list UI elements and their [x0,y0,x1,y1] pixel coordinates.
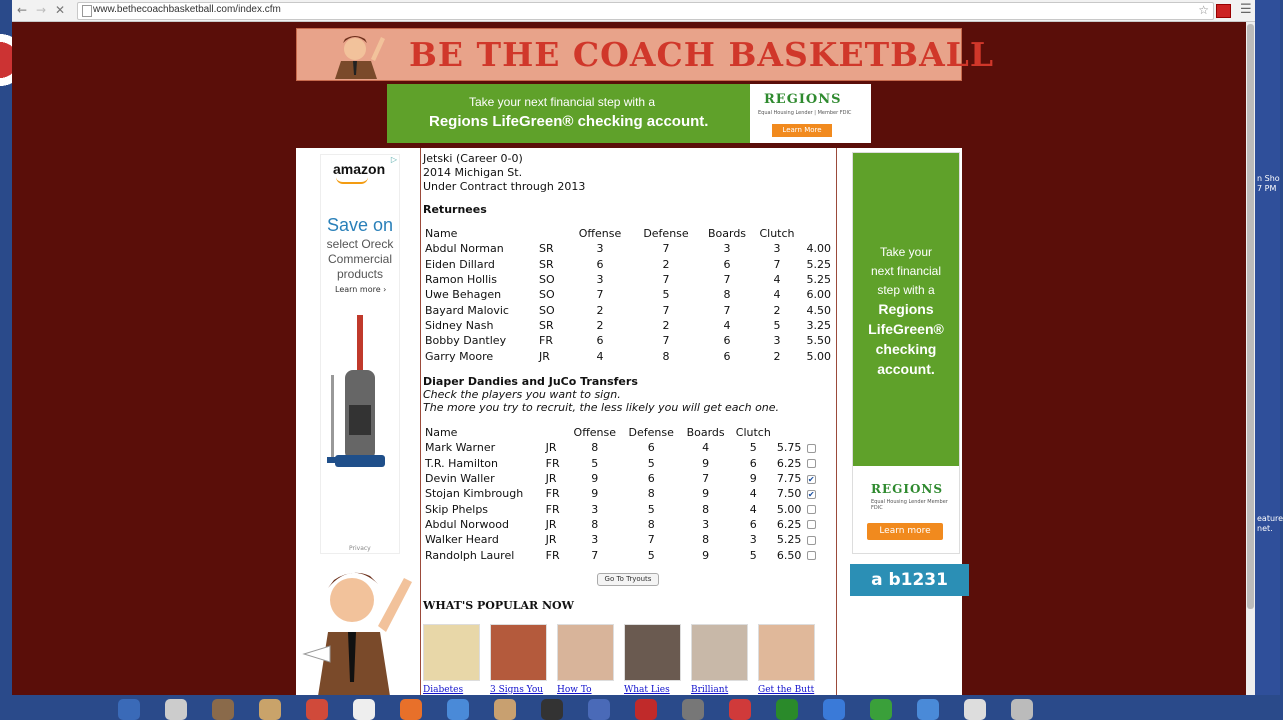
table-cell: 5 [749,441,757,455]
popular-link[interactable]: How To [557,685,592,695]
team-name: 2014 Michigan St. [423,166,523,179]
table-cell: 4.00 [806,242,831,256]
dock-app-icon[interactable] [494,699,516,720]
sign-checkbox[interactable]: ✔ [807,474,815,484]
site-title: BE THE COACH BASKETBALL [409,35,995,74]
recruits-note-2: The more you try to recruit, the less likely you will get each one. [423,401,780,414]
sign-checkbox-cell [803,486,819,501]
popular-link[interactable]: Brilliant [691,685,729,695]
table-cell: 8 [702,502,710,516]
table-row [423,318,833,333]
privacy-link[interactable]: Privacy [349,545,371,552]
dock-app-icon[interactable] [964,699,986,720]
table-cell: 8 [647,517,655,531]
dock-app-icon[interactable] [306,699,328,720]
table-row [423,287,833,302]
ad-learn-more-button[interactable]: Learn More [772,124,832,137]
popular-thumbnail-image[interactable] [423,624,480,681]
recruits-header-row [423,425,819,440]
table-cell: 4 [773,273,781,287]
sign-checkbox[interactable] [807,444,816,453]
amazon-logo: amazon [333,161,386,177]
table-cell: 3 [591,502,599,516]
table-cell: Abdul Norman [425,242,504,256]
table-cell: 5.25 [806,273,831,287]
table-cell: 7 [723,273,731,287]
table-cell: Bayard Malovic [425,303,509,317]
dock-app-icon[interactable] [870,699,892,720]
dock-app-icon[interactable] [776,699,798,720]
table-cell: SR [539,318,554,332]
desktop-file-label[interactable]: n Sho [1257,174,1280,183]
table-cell: 5 [647,456,655,470]
col-header [803,425,819,440]
recruits-heading: Diaper Dandies and JuCo Transfers [423,375,638,388]
dock-app-icon[interactable] [1011,699,1033,720]
col-header: Clutch [735,426,771,440]
col-header [544,425,567,440]
sign-checkbox-cell [803,532,819,547]
table-cell: 7.50 [776,487,802,501]
col-header: Defense [628,426,674,440]
table-cell: SR [539,257,554,271]
table-cell: 5 [662,288,670,302]
table-cell: 8 [591,517,599,531]
table-cell: 7 [662,242,670,256]
col-header [799,226,833,241]
table-cell: Sidney Nash [425,318,494,332]
table-cell: FR [545,487,560,501]
ad-copy-line: next financial [870,264,942,278]
coach-name: Jetski (Career 0-0) [423,152,523,165]
table-cell: JR [545,441,557,455]
sign-checkbox-cell [803,440,819,455]
sign-checkbox[interactable] [807,520,816,529]
popular-link[interactable]: Diabetes [423,685,464,695]
table-cell: SO [539,288,555,302]
table-cell: 4 [773,288,781,302]
ad-copy-bold: account. [877,361,935,377]
table-row [423,486,819,501]
main-column [423,148,836,696]
dock-app-icon[interactable] [400,699,422,720]
table-cell: Abdul Norwood [425,517,509,531]
dock-app-icon[interactable] [447,699,469,720]
table-cell: 5.25 [806,257,831,271]
table-cell: 6.25 [776,456,802,470]
sign-checkbox-cell [803,471,819,486]
table-cell: 6 [596,334,604,348]
amazon-learn-more-link[interactable]: Learn more › [335,285,387,294]
table-cell: 7 [723,303,731,317]
recruits-table [423,425,819,563]
sign-checkbox-cell [803,456,819,471]
back-icon[interactable]: ← [17,3,28,17]
table-cell: 9 [591,487,599,501]
recruits-note-1: Check the players you want to sign. [423,388,621,401]
table-cell: 6.50 [776,548,802,562]
table-cell: 3 [723,242,731,256]
ad-green-panel [853,153,959,466]
table-cell: 5.50 [806,334,831,348]
bookmark-star-icon[interactable]: ☆ [1198,3,1209,17]
sign-checkbox[interactable] [807,551,816,560]
table-cell: 5 [591,456,599,470]
table-cell: JR [545,533,557,547]
table-cell: 5.75 [776,441,802,455]
dock-app-icon[interactable] [353,699,375,720]
menu-icon[interactable]: ☰ [1240,2,1252,17]
scrollbar-thumb[interactable] [1247,24,1254,609]
table-cell: 4 [749,487,757,501]
ad-copy [853,243,959,380]
table-cell: 6 [723,349,731,363]
reload-icon[interactable]: ✕ [55,3,66,17]
table-cell: Ramon Hollis [425,273,497,287]
table-cell: 6 [723,257,731,271]
returnees-table [423,226,833,364]
table-row [423,241,833,256]
vacuum-product-image [327,315,393,485]
table-cell: 2 [773,349,781,363]
table-cell: 6 [723,334,731,348]
col-header: Defense [643,227,689,241]
table-row [423,517,819,532]
popular-thumbnail-image[interactable] [490,624,547,681]
table-cell: 7.75 [776,472,802,486]
table-cell: 3 [749,533,757,547]
table-cell: 9 [702,456,710,470]
regions-logo: REGIONS [871,482,944,496]
regions-logo: REGIONS [764,92,842,107]
table-cell: 7 [773,257,781,271]
table-cell: 3 [596,273,604,287]
table-cell: 9 [702,548,710,562]
table-cell: JR [545,472,557,486]
table-cell: Uwe Behagen [425,288,502,302]
sign-checkbox-cell [803,517,819,532]
col-header [537,226,567,241]
col-header: Boards [707,227,747,241]
address-bar[interactable] [77,2,1214,20]
popular-thumbnail-image[interactable] [691,624,748,681]
table-cell: 3 [773,242,781,256]
extension-icon[interactable] [1216,4,1231,18]
table-row [423,532,819,547]
table-cell: FR [539,334,553,348]
table-cell: 4 [596,349,604,363]
table-row [423,456,819,471]
table-row [423,547,819,562]
table-cell: Stojan Kimbrough [425,487,524,501]
site-banner[interactable] [296,28,995,81]
table-row [423,348,833,363]
popular-link[interactable]: What Lies [624,685,670,695]
ad-copy-bold: checking [875,341,937,357]
table-cell: 2 [662,318,670,332]
table-row [423,440,819,455]
table-cell: SO [539,273,555,287]
table-cell: 7 [662,334,670,348]
table-cell: Skip Phelps [425,502,489,516]
ad-copy-line: step with a [877,283,935,297]
ad-brand-panel [750,84,871,143]
table-cell: FR [545,502,560,516]
table-cell: JR [545,517,557,531]
left-column [296,148,421,696]
mac-dock [0,695,1280,720]
table-cell: 6 [749,456,757,470]
col-header [775,425,804,440]
browser-toolbar [12,0,1255,22]
table-cell: Eiden Dillard [425,257,495,271]
table-cell: 3 [596,242,604,256]
table-cell: FR [545,548,560,562]
col-header: Name [425,426,458,440]
col-header: Boards [686,426,725,440]
returnees-heading: Returnees [423,203,487,216]
table-cell: 7 [596,288,604,302]
dock-app-icon[interactable] [635,699,657,720]
table-cell: Mark Warner [425,441,496,455]
sign-checkbox-cell [803,547,819,562]
ad-learn-more-button[interactable]: Learn more [867,523,943,540]
table-cell: Randolph Laurel [425,548,515,562]
table-cell: Garry Moore [425,349,494,363]
ad-line-1: Take your next financial step with a [469,95,656,109]
table-cell: 5 [749,548,757,562]
table-cell: 9 [702,487,710,501]
table-cell: 8 [662,349,670,363]
dock-app-icon[interactable] [823,699,845,720]
desktop-file-label[interactable]: net. [1257,524,1273,533]
table-cell: 5 [647,548,655,562]
amazon-ad[interactable] [320,154,400,554]
forward-icon[interactable]: → [36,3,47,17]
popular-thumbnail-image[interactable] [624,624,681,681]
ad-fine-print: Equal Housing Lender Member FDIC [871,499,948,511]
table-cell: 4 [749,502,757,516]
table-cell: 6.25 [776,517,802,531]
table-cell: 4 [702,441,710,455]
table-cell: 5.25 [776,533,802,547]
col-header: Offense [578,227,622,241]
table-cell: 4.50 [806,303,831,317]
ad-copy-bold: LifeGreen® [868,321,944,337]
dock-app-icon[interactable] [165,699,187,720]
table-cell: 6 [647,472,655,486]
table-cell: 8 [591,441,599,455]
table-cell: Walker Heard [425,533,499,547]
page-icon [82,5,92,17]
table-row [423,272,833,287]
table-cell: 7 [662,273,670,287]
table-cell: 8 [647,487,655,501]
table-cell: 7 [647,533,655,547]
popular-link[interactable]: Get the Butt [758,685,815,695]
table-cell: 2 [773,303,781,317]
table-cell: Bobby Dantley [425,334,507,348]
table-cell: JR [539,349,550,363]
table-row [423,257,833,272]
table-cell: 2 [596,303,604,317]
dock-app-icon[interactable] [682,699,704,720]
table-row [423,471,819,486]
adchoices-icon[interactable]: ▷ [390,155,397,164]
popular-thumbnail-image[interactable] [557,624,614,681]
table-cell: 9 [749,472,757,486]
dock-app-icon[interactable] [212,699,234,720]
table-cell: 6 [749,517,757,531]
contract-status: Under Contract through 2013 [423,180,586,193]
amazon-smile-icon [336,177,368,184]
table-cell: 5 [773,318,781,332]
dock-app-icon[interactable] [541,699,563,720]
table-cell: 6 [647,441,655,455]
table-row [423,302,833,317]
returnees-header-row [423,226,833,241]
table-cell: 5.00 [776,502,802,516]
ad-copy-line: Take your [879,245,933,259]
table-cell: Devin Waller [425,472,495,486]
table-cell: 7 [662,303,670,317]
browser-window [12,0,1255,695]
desktop-right-strip [1255,0,1283,720]
popular-heading: WHAT'S POPULAR NOW [423,599,574,612]
dock-app-icon[interactable] [917,699,939,720]
table-cell: 3 [702,517,710,531]
desktop-file-label[interactable]: eature [1257,514,1283,523]
table-cell: 5 [647,502,655,516]
ad-fine-print: Equal Housing Lender | Member FDIC [758,110,852,116]
table-cell: 4 [723,318,731,332]
ad-copy-bold: Regions [878,301,934,317]
dock-app-icon[interactable] [729,699,751,720]
table-cell: 9 [591,472,599,486]
table-cell: 8 [702,533,710,547]
regions-skyscraper-ad[interactable] [852,152,960,554]
table-cell: 3 [773,334,781,348]
dock-app-icon[interactable] [259,699,281,720]
amazon-ad-body: select Oreck Commercial products [326,237,394,281]
col-header: Name [425,227,458,241]
page-content [296,148,961,696]
table-cell: 8 [723,288,731,302]
go-to-tryouts-button[interactable]: Go To Tryouts [597,573,659,586]
url-text: www.bethecoachbasketball.com/index.cfm [93,4,281,15]
table-cell: 2 [662,257,670,271]
table-cell: 3.25 [806,318,831,332]
top-banner-ad[interactable] [387,84,871,143]
b1231-game-badge[interactable]: a b1231 game [850,564,969,596]
sign-checkbox[interactable]: ✔ [807,489,815,499]
table-cell: SR [539,242,554,256]
table-cell: 6 [596,257,604,271]
table-cell: 7 [591,548,599,562]
sign-checkbox-cell [803,501,819,516]
table-cell: 2 [596,318,604,332]
table-row [423,501,819,516]
table-cell: T.R. Hamilton [425,456,499,470]
amazon-ad-headline: Save on [326,215,394,235]
col-header: Clutch [759,227,795,241]
desktop-file-label[interactable]: 7 PM [1257,184,1277,193]
table-row [423,333,833,348]
dock-app-icon[interactable] [588,699,610,720]
ad-line-2: Regions LifeGreen® checking account. [429,113,709,130]
table-cell: 5.00 [806,349,831,363]
dock-app-icon[interactable] [118,699,140,720]
table-cell: 7 [702,472,710,486]
table-cell: SO [539,303,555,317]
sign-checkbox[interactable] [807,459,816,468]
coach-cartoon-icon [327,31,387,79]
coach-cartoon-large-icon [300,562,420,696]
sign-checkbox[interactable] [807,536,816,545]
table-cell: 3 [591,533,599,547]
scrollbar[interactable] [1246,22,1255,695]
table-cell: FR [545,456,560,470]
sign-checkbox[interactable] [807,505,816,514]
popular-thumbnail-image[interactable] [758,624,815,681]
col-header: Offense [573,426,617,440]
table-cell: 6.00 [806,288,831,302]
popular-link[interactable]: 3 Signs You [490,685,544,695]
